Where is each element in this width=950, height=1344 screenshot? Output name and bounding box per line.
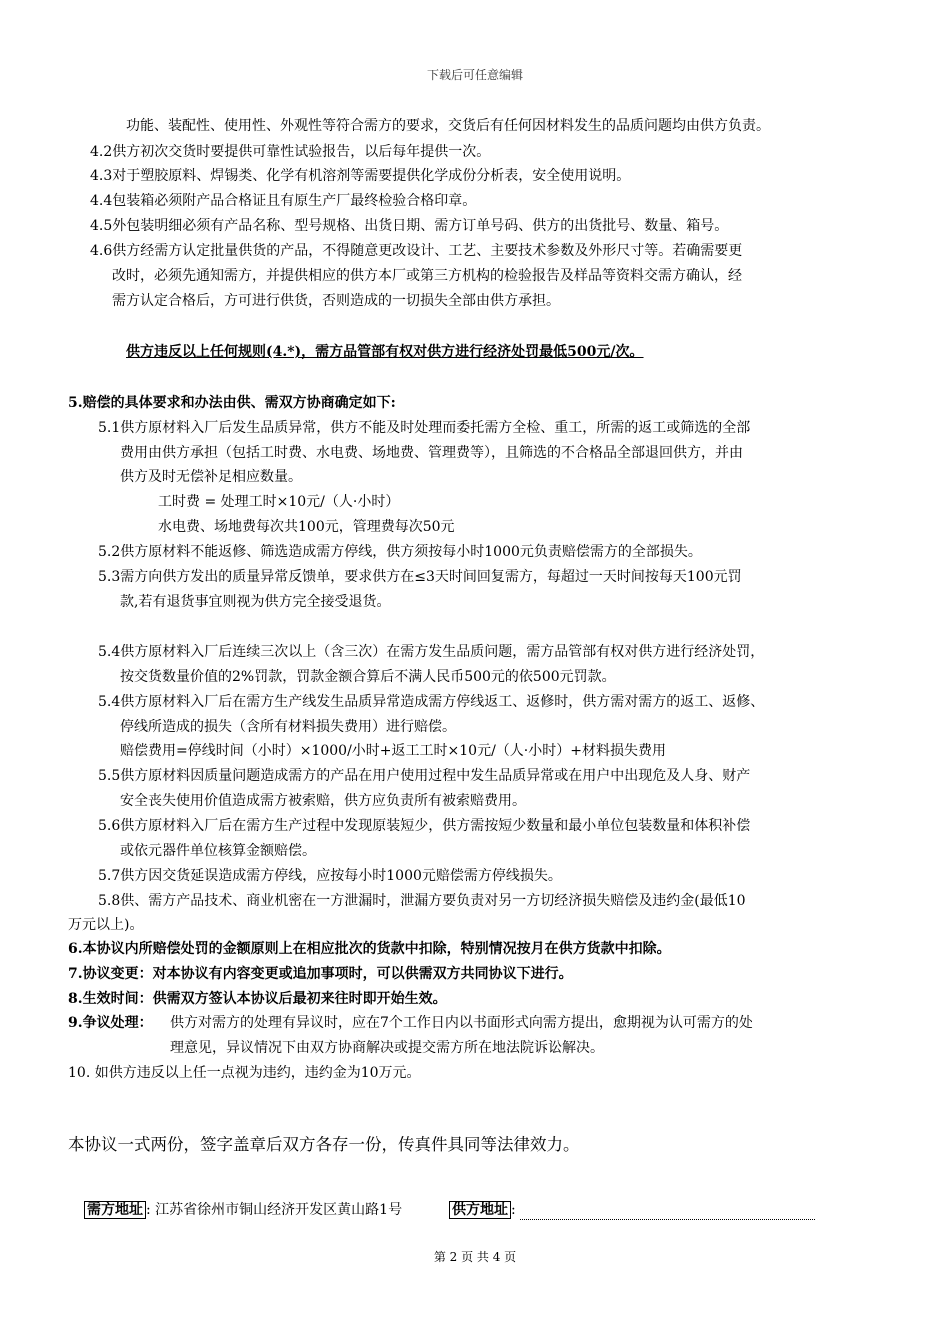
- clause-5-4a: 5.4供方原材料入厂后连续三次以上（含三次）在需方发生品质问题，需方品管部有权对供方进行经济处罚，: [98, 644, 765, 660]
- clause-4-2: 4.2供方初次交货时要提供可靠性试验报告，以后每年提供一次。: [90, 144, 491, 160]
- buyer-address-label: 需方地址: [84, 1201, 146, 1219]
- clause-5-4a-line2: 按交货数量价值的2%罚款，罚款金额合算后不满人民币500元的依500元罚款。: [120, 669, 616, 685]
- page-footer: 第 2 页 共 4 页: [433, 1250, 517, 1264]
- closing-statement: 本协议一式两份，签字盖章后双方各存一份，传真件具同等法律效力。: [68, 1135, 580, 1154]
- buyer-address-value: : 江苏省徐州市铜山经济开发区黄山路1号: [146, 1202, 403, 1218]
- clause-4-6-line3: 需方认定合格后，方可进行供货，否则造成的一切损失全部由供方承担。: [112, 293, 560, 309]
- clause-5-8-line2: 万元以上)。: [68, 917, 144, 933]
- clause-9-text-line2: 理意见，异议情况下由双方协商解决或提交需方所在地法院诉讼解决。: [170, 1040, 604, 1056]
- clause-5-1-line2: 费用由供方承担（包括工时费、水电费、场地费、管理费等），且筛选的不合格品全部退回供方，并由: [120, 445, 743, 461]
- clause-5-7: 5.7供方因交货延误造成需方停线，应按每小时1000元赔偿需方停线损失。: [98, 868, 562, 884]
- clause-5-1: 5.1供方原材料入厂后发生品质异常，供方不能及时处理而委托需方全检、重工，所需的返工或筛选的全部: [98, 420, 751, 436]
- clause-5-3-line2: 款,若有退货事宜则视为供方完全接受退货。: [120, 594, 391, 610]
- clause-5-4b: 5.4供方原材料入厂后在需方生产线发生品质异常造成需方停线返工、返修时，供方需对需方的返工、返修、: [98, 694, 765, 710]
- clause-4-3: 4.3对于塑胶原料、焊锡类、化学有机溶剂等需要提供化学成份分析表，安全使用说明。: [90, 168, 631, 184]
- clause-5-6: 5.6供方原材料入厂后在需方生产过程中发现原装短少，供方需按短少数量和最小单位包装数量和体积补偿: [98, 818, 751, 834]
- clause-5-3: 5.3需方向供方发出的质量异常反馈单，要求供方在≤3天时间回复需方，每超过一天时间按每天100元罚: [98, 569, 742, 585]
- clause-9-text: 供方对需方的处理有异议时，应在7个工作日内以书面形式向需方提出，愈期视为认可需方的处: [170, 1015, 753, 1031]
- clause-4-6: 4.6供方经需方认定批量供货的产品，不得随意更改设计、工艺、主要技术参数及外形尺寸等。若确需要更: [90, 243, 743, 259]
- address-row: [84, 1200, 815, 1220]
- clause-4-6-line2: 改时，必须先通知需方，并提供相应的供方本厂或第三方机构的检验报告及样品等资料交需方确认，经: [112, 268, 742, 284]
- section-5-heading: 5.赔偿的具体要求和办法由供、需双方协商确定如下:: [68, 395, 396, 411]
- clause-5-5-line2: 安全丧失使用价值造成需方被索赔，供方应负责所有被索赔费用。: [120, 793, 526, 809]
- clause-5-2: 5.2供方原材料不能返修、筛选造成需方停线，供方须按每小时1000元负责赔偿需方的全部损失。: [98, 544, 702, 560]
- utility-fee-note: 水电费、场地费每次共100元，管理费每次50元: [158, 519, 455, 535]
- clause-5-5: 5.5供方原材料因质量问题造成需方的产品在用户使用过程中发生品质异常或在用户中出现危及人身、财产: [98, 768, 751, 784]
- supplier-address-blank[interactable]: [520, 1205, 815, 1220]
- clause-5-4b-line2: 停线所造成的损失（含所有材料损失费用）进行赔偿。: [120, 719, 456, 735]
- clause-4-1-continued: 功能、装配性、使用性、外观性等符合需方的要求，交货后有任何因材料发生的品质问题均由供方负责。: [126, 118, 770, 134]
- page-header: 下载后可任意编辑: [426, 68, 523, 82]
- clause-4-5: 4.5外包装明细必须有产品名称、型号规格、出货日期、需方订单号码、供方的出货批号、数量、箱号。: [90, 218, 729, 234]
- clause-7: 7.协议变更：对本协议有内容变更或追加事项时，可以供需双方共同协议下进行。: [68, 966, 573, 982]
- clause-9-label: 9.争议处理：: [68, 1015, 153, 1031]
- labor-fee-formula: 工时费 = 处理工时×10元/（人·小时）: [158, 494, 400, 510]
- supplier-address-label: 供方地址: [449, 1201, 511, 1219]
- supplier-address-colon: :: [510, 1202, 516, 1218]
- compensation-formula: 赔偿费用=停线时间（小时）×1000/小时+返工工时×10元/（人·小时）+材料损失费用: [120, 743, 666, 759]
- clause-4-4: 4.4包装箱必须附产品合格证且有原生产厂最终检验合格印章。: [90, 193, 477, 209]
- clause-6: 6.本协议内所赔偿处罚的金额原则上在相应批次的货款中扣除，特别情况按月在供方货款中扣除。: [68, 941, 671, 957]
- penalty-notice: 供方违反以上任何规则(4.*)，需方品管部有权对供方进行经济处罚最低500元/次。: [126, 344, 644, 360]
- clause-5-8: 5.8供、需方产品技术、商业机密在一方泄漏时，泄漏方要负责对另一方切经济损失赔偿及违约金(最低10: [98, 893, 746, 909]
- clause-10: 10. 如供方违反以上任一点视为违约，违约金为10万元。: [68, 1065, 421, 1081]
- clause-5-1-line3: 供方及时无偿补足相应数量。: [120, 469, 302, 485]
- clause-8: 8.生效时间：供需双方签认本协议后最初来往时即开始生效。: [68, 991, 447, 1007]
- clause-5-6-line2: 或依元器件单位核算金额赔偿。: [120, 843, 316, 859]
